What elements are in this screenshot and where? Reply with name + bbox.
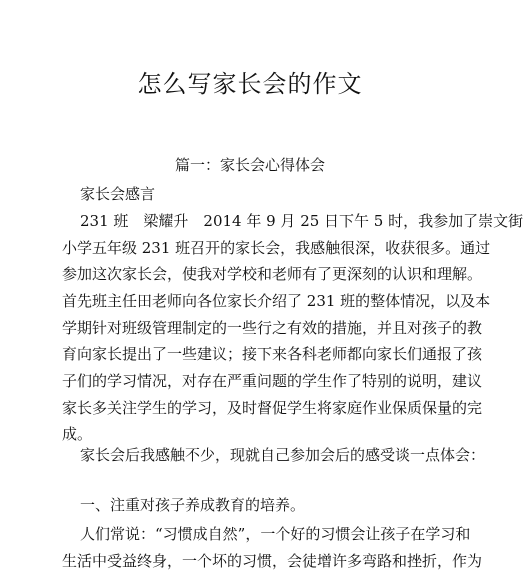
paragraph-line: 家长多关注学生的学习，及时督促学生将家庭作业保质保量的完 (62, 399, 483, 417)
document-title: 怎么写家长会的作文 (137, 70, 363, 98)
paragraph-line: 生活中受益终身，一个坏的习惯，会徒增许多弯路和挫折，作为 (62, 552, 483, 570)
paragraph-heading: 家长会感言 (80, 185, 156, 203)
paragraph-line: 育向家长提出了一些建议；接下来各科老师都向家长们通报了孩 (62, 345, 483, 363)
paragraph-line: 成。 (62, 425, 93, 443)
paragraph-line: 首先班主任田老师向各位家长介绍了 231 班的整体情况，以及本 (62, 292, 491, 310)
paragraph-line: 人们常说：“习惯成自然”，一个好的习惯会让孩子在学习和 (80, 525, 471, 543)
section-heading: 一、注重对孩子养成教育的培养。 (80, 496, 306, 514)
paragraph-line: 家长会后我感触不少，现就自己参加会后的感受谈一点体会： (80, 446, 486, 464)
paragraph-line: 231 班 梁耀升 2014 年 9 月 25 日下午 5 时，我参加了崇文街 (80, 212, 523, 230)
paragraph-line: 学期针对班级管理制定的一些行之有效的措施，并且对孩子的教 (62, 319, 483, 337)
paragraph-line: 参加这次家长会，使我对学校和老师有了更深刻的认识和理解。 (62, 265, 483, 283)
section-subtitle: 篇一：家长会心得体会 (174, 156, 325, 174)
paragraph-line: 小学五年级 231 班召开的家长会，我感触很深，收获很多。通过 (62, 239, 491, 257)
paragraph-line: 子们的学习情况，对存在严重问题的学生作了特别的说明，建议 (62, 372, 483, 390)
